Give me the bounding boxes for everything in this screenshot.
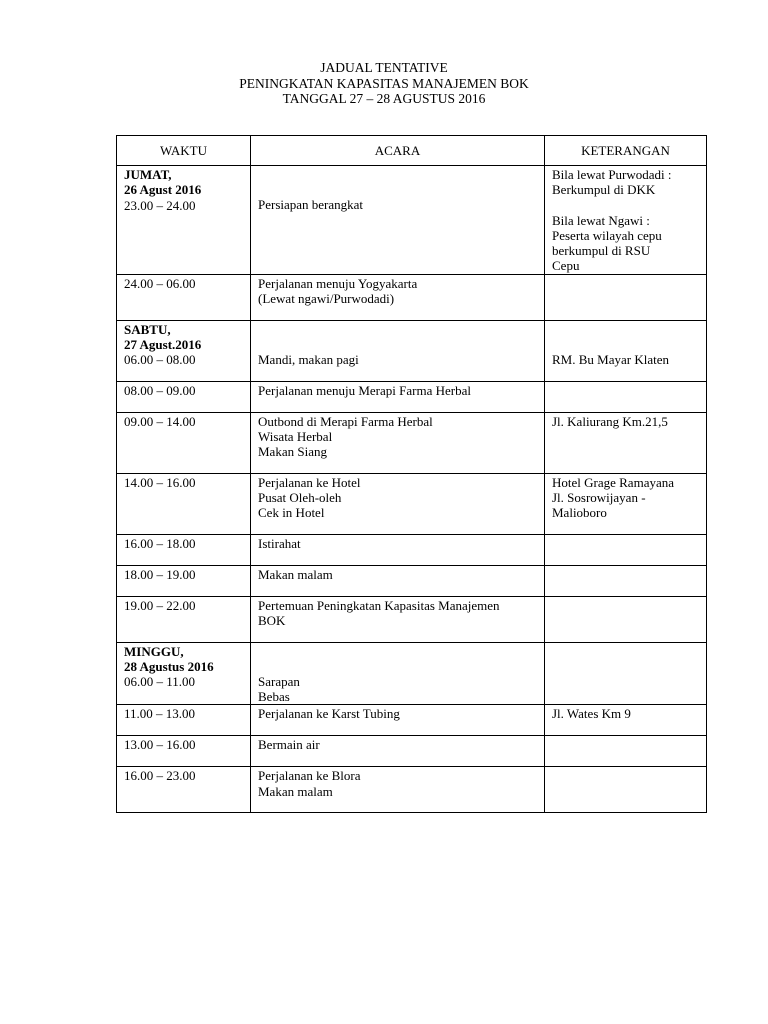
date-label: 26 Agust 2016	[124, 182, 202, 198]
cell-waktu	[117, 705, 251, 736]
spacer	[258, 644, 537, 659]
cell-acara	[251, 320, 545, 381]
time-range: 08.00 – 09.00	[124, 382, 196, 398]
cell-acara	[251, 596, 545, 642]
keterangan-line: Jl. Kaliurang Km.21,5	[552, 413, 668, 429]
acara-line: Bebas	[258, 689, 290, 705]
time-range: 23.00 – 24.00	[124, 197, 196, 213]
time-range: 24.00 – 06.00	[124, 275, 196, 291]
time-range: 06.00 – 08.00	[124, 352, 196, 368]
cell-waktu	[117, 412, 251, 473]
table-row	[117, 767, 707, 813]
cell-acara	[251, 381, 545, 412]
acara-line: Sarapan	[258, 673, 300, 689]
keterangan-line: RM. Bu Mayar Klaten	[552, 351, 669, 367]
acara-line: Perjalanan menuju Merapi Farma Herbal	[258, 382, 471, 398]
document-title	[0, 60, 768, 107]
time-range: 19.00 – 22.00	[124, 597, 196, 613]
cell-keterangan	[545, 412, 707, 473]
acara-line: Persiapan berangkat	[258, 197, 364, 212]
table-row	[117, 412, 707, 473]
keterangan-line: Bila lewat Purwodadi :	[552, 167, 672, 182]
table-row	[117, 596, 707, 642]
cell-keterangan	[545, 565, 707, 596]
cell-waktu	[117, 596, 251, 642]
column-header-keterangan: KETERANGAN	[545, 136, 707, 166]
cell-waktu	[117, 767, 251, 813]
keterangan-line: Malioboro	[552, 505, 607, 521]
keterangan-line: berkumpul di RSU	[552, 243, 651, 259]
cell-acara	[251, 736, 545, 767]
table-row	[117, 320, 707, 381]
spacer	[552, 322, 699, 337]
cell-acara	[251, 166, 545, 275]
table-row	[117, 381, 707, 412]
spacer	[258, 322, 537, 337]
table-header-row	[117, 136, 707, 166]
cell-acara	[251, 565, 545, 596]
spacer	[258, 337, 537, 352]
table-row	[117, 166, 707, 275]
acara-line: Wisata Herbal	[258, 429, 333, 445]
cell-keterangan	[545, 381, 707, 412]
spacer	[552, 337, 699, 352]
cell-keterangan	[545, 736, 707, 767]
table-row	[117, 534, 707, 565]
acara-line: (Lewat ngawi/Purwodadi)	[258, 291, 395, 307]
time-range: 14.00 – 16.00	[124, 474, 196, 490]
date-label: 27 Agust.2016	[124, 337, 202, 353]
spacer	[258, 659, 537, 674]
cell-keterangan	[545, 166, 707, 275]
cell-keterangan	[545, 473, 707, 534]
time-range: 16.00 – 18.00	[124, 535, 196, 551]
schedule-body	[117, 166, 707, 813]
day-label: SABTU,	[124, 321, 171, 337]
acara-line: BOK	[258, 613, 286, 629]
cell-keterangan	[545, 767, 707, 813]
time-range: 11.00 – 13.00	[124, 706, 196, 722]
acara-line: Perjalanan ke Blora	[258, 768, 361, 784]
title-line-2: PENINGKATAN KAPASITAS MANAJEMEN BOK	[239, 75, 529, 91]
acara-line: Perjalanan ke Hotel	[258, 474, 361, 490]
cell-waktu	[117, 473, 251, 534]
keterangan-line: Peserta wilayah cepu	[552, 227, 662, 243]
time-range: 09.00 – 14.00	[124, 413, 196, 429]
table-row	[117, 736, 707, 767]
spacer	[258, 167, 537, 182]
acara-line: Makan malam	[258, 566, 333, 582]
cell-acara	[251, 412, 545, 473]
acara-line: Pertemuan Peningkatan Kapasitas Manajemen	[258, 597, 500, 613]
cell-waktu	[117, 642, 251, 705]
cell-acara	[251, 642, 545, 705]
acara-line: Perjalanan menuju Yogyakarta	[258, 275, 418, 291]
cell-waktu	[117, 274, 251, 320]
cell-keterangan	[545, 274, 707, 320]
acara-line: Perjalanan ke Karst Tubing	[258, 706, 400, 722]
table-row	[117, 642, 707, 705]
cell-keterangan	[545, 642, 707, 705]
cell-keterangan	[545, 596, 707, 642]
table-row	[117, 473, 707, 534]
time-range: 16.00 – 23.00	[124, 768, 196, 784]
cell-waktu	[117, 565, 251, 596]
table-row	[117, 565, 707, 596]
date-label: 28 Agustus 2016	[124, 659, 214, 675]
cell-waktu	[117, 166, 251, 275]
cell-acara	[251, 767, 545, 813]
cell-waktu	[117, 320, 251, 381]
acara-line: Bermain air	[258, 737, 320, 753]
cell-waktu	[117, 736, 251, 767]
table-row	[117, 274, 707, 320]
cell-keterangan	[545, 705, 707, 736]
title-line-1: JADUAL TENTATIVE	[320, 60, 448, 75]
keterangan-line: Berkumpul di DKK	[552, 182, 656, 198]
acara-line: Makan malam	[258, 783, 333, 799]
acara-line: Pusat Oleh-oleh	[258, 490, 342, 506]
column-header-waktu: WAKTU	[117, 136, 251, 166]
spacer	[258, 182, 537, 197]
acara-line: Istirahat	[258, 535, 301, 551]
table-row	[117, 705, 707, 736]
title-line-3: TANGGAL 27 – 28 AGUSTUS 2016	[282, 91, 486, 106]
cell-waktu	[117, 534, 251, 565]
column-header-acara: ACARA	[251, 136, 545, 166]
acara-line: Makan Siang	[258, 444, 327, 460]
cell-acara	[251, 534, 545, 565]
cell-keterangan	[545, 320, 707, 381]
cell-acara	[251, 274, 545, 320]
keterangan-line: Jl. Wates Km 9	[552, 706, 631, 722]
day-label: JUMAT,	[124, 167, 172, 182]
keterangan-line	[552, 198, 699, 213]
acara-line: Cek in Hotel	[258, 505, 325, 521]
time-range: 13.00 – 16.00	[124, 737, 196, 753]
cell-waktu	[117, 381, 251, 412]
keterangan-line: Bila lewat Ngawi :	[552, 212, 650, 228]
schedule-table	[116, 135, 707, 813]
acara-line: Mandi, makan pagi	[258, 351, 359, 367]
acara-line: Outbond di Merapi Farma Herbal	[258, 413, 433, 429]
time-range: 06.00 – 11.00	[124, 674, 196, 690]
time-range: 18.00 – 19.00	[124, 566, 196, 582]
cell-acara	[251, 473, 545, 534]
cell-acara	[251, 705, 545, 736]
keterangan-line: Cepu	[552, 258, 580, 274]
day-label: MINGGU,	[124, 643, 184, 659]
cell-keterangan	[545, 534, 707, 565]
keterangan-line: Hotel Grage Ramayana	[552, 474, 675, 490]
keterangan-line: Jl. Sosrowijayan -	[552, 490, 646, 506]
